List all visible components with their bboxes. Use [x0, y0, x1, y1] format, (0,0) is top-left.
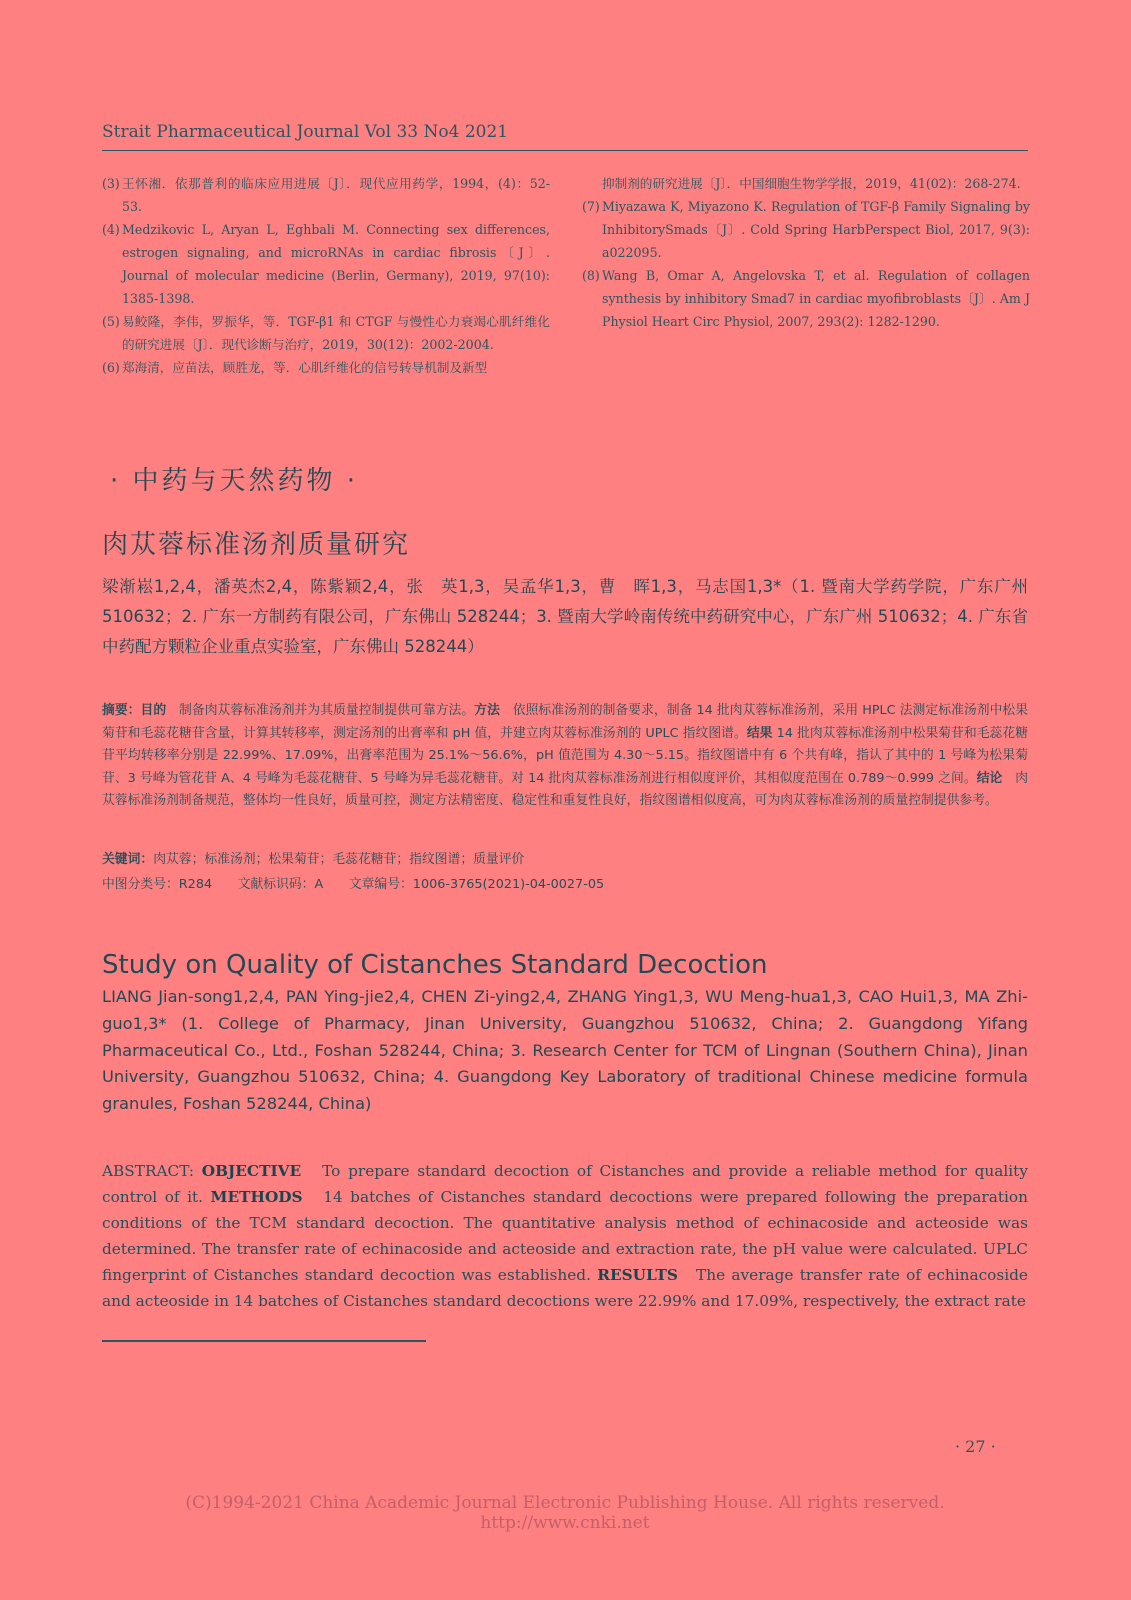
authors-cn: 梁渐崧1,2,4，潘英杰2,4，陈紫颖2,4，张 英1,3，吴孟华1,3，曹 晖1,3，马志国1,3*（1. 暨南大学药学院，广东广州 510632；2. 广东一方制药有限公司，广东佛山 528244；3. 暨南大学岭南传统中药研究中心，广东广州 510632；4. 广东省中药配方颗粒企业重点实验室，广东佛山 528244）	[102, 577, 1028, 656]
keywords-text: 肉苁蓉；标准汤剂；松果菊苷；毛蕊花糖苷；指纹图谱；质量评价	[153, 852, 525, 867]
reference-item: (3) 王怀湘．依那普利的临床应用进展〔J〕．现代应用药学，1994，(4)：52-53.	[102, 176, 550, 214]
abstract-cn	[102, 700, 1028, 813]
results-text: 14 批肉苁蓉标准汤剂中松果菊苷和毛蕊花糖苷平均转移率分别是 22.99%、17.09%，出膏率范围为 25.1%～56.6%，pH 值范围为 4.30～5.15。指纹图谱中有 6 个共有峰，指认了其中的 1 号峰为松果菊苷、3 号峰为管花苷 A、4 号峰为毛蕊花糖苷、5 号峰为异毛蕊花糖苷。对 14 批肉苁蓉标准汤剂进行相似度评价，其相似度范围在 0.789～0.999 之间。	[102, 725, 1028, 786]
methods-text: 依照标准汤剂的制备要求，制备 14 批肉苁蓉标准汤剂，采用 HPLC 法测定标准汤剂中松果菊苷和毛蕊花糖苷含量，计算其转移率，测定汤剂的出膏率和 pH 值，并建立肉苁蓉标准汤剂的 UPLC 指纹图谱。	[102, 703, 1029, 741]
section-title: · 中药与天然药物 ·	[110, 466, 359, 496]
results-text-en: The average transfer rate of echinacoside and acteoside in 14 batches of Cistanches standard decoctions were 22.99% and 17.09%, respectively, the extract rate	[102, 1266, 1028, 1310]
article-title-cn: 肉苁蓉标准汤剂质量研究	[102, 530, 411, 560]
reference-item: (4) Medzikovic L, Aryan L, Eghbali M. Connecting sex differences, estrogen signaling, and microRNAs in cardiac fibrosis〔J〕. Journal of molecular medicine (Berlin, Germany), 2019, 97(10): 1385-1398.	[102, 222, 550, 306]
authors-en: LIANG Jian-song1,2,4, PAN Ying-jie2,4, CHEN Zi-ying2,4, ZHANG Ying1,3, WU Meng-hua1,3, CAO Hui1,3, MA Zhi-guo1,3* (1. College of Pharmacy, Jinan University, Guangzhou 510632, China; 2. Guangdong Yifang Pharmaceutical Co., Ltd., Foshan 528244, China; 3. Research Center for TCM of Lingnan (Southern China), Jinan University, Guangzhou 510632, China; 4. Guangdong Key Laboratory of traditional Chinese medicine formula granules, Foshan 528244, China)	[102, 987, 1028, 1114]
header-rule	[102, 150, 1028, 151]
keywords-cn	[102, 848, 524, 867]
methods-text-en: 14 batches of Cistanches standard decoctions were prepared following the preparation conditions of the TCM standard decoction. The quantitative analysis method of echinacoside and acteoside was determined. The transfer rate of echinacoside and acteoside and extraction rate, the pH value were calculated. UPLC fingerprint of Cistanches standard decoction was established.	[102, 1188, 1028, 1284]
journal-header: Strait Pharmaceutical Journal Vol 33 No4 2021	[102, 122, 509, 142]
objective-label: 目的	[140, 703, 167, 718]
reference-item: (6) 郑海清，应苗法，顾胜龙，等．心肌纤维化的信号转导机制及新型	[102, 360, 488, 375]
classification-cn: 中图分类号：R284 文献标识码：A 文章编号：1006-3765(2021)-04-0027-05	[102, 877, 605, 892]
methods-label: 方法	[474, 703, 500, 718]
methods-label-en: METHODS	[210, 1188, 303, 1206]
reference-item: (8) Wang B, Omar A, Angelovska T, et al. Regulation of collagen synthesis by inhibitory Smad7 in cardiac myofibroblasts〔J〕. Am J Physiol Heart Circ Physiol, 2007, 293(2): 1282-1290.	[582, 268, 1030, 329]
abstract-en	[102, 1158, 1028, 1314]
reference-item: (7) Miyazawa K, Miyazono K. Regulation of TGF-β Family Signaling by InhibitorySmads〔J〕. Cold Spring HarbPerspect Biol, 2017, 9(3): a022095.	[582, 199, 1030, 260]
references-right-column	[582, 172, 1030, 333]
objective-text-en: To prepare standard decoction of Cistanches and provide a reliable method for quality control of it.	[102, 1162, 1028, 1206]
abstract-label: 摘要：	[102, 703, 141, 718]
conclusion-text: 肉苁蓉标准汤剂制备规范，整体均一性良好，质量可控，测定方法精密度、稳定性和重复性良好，指纹图谱相似度高，可为肉苁蓉标准汤剂的质量控制提供参考。	[102, 770, 1029, 808]
footnote-rule	[102, 1340, 426, 1342]
references-left-column	[102, 172, 550, 379]
reference-item: (5) 易鲛隆，李伟，罗振华，等．TGF-β1 和 CTGF 与慢性心力衰竭心肌纤维化的研究进展〔J〕．现代诊断与治疗，2019，30(12)：2002-2004.	[102, 314, 550, 352]
conclusion-label: 结论	[976, 770, 1003, 786]
copyright-footer: (C)1994-2021 China Academic Journal Electronic Publishing House. All rights reserved. http://www.cnki.net	[185, 1493, 979, 1533]
abstract-label-en: ABSTRACT:	[102, 1162, 195, 1180]
reference-item-continued: 抑制剂的研究进展〔J〕．中国细胞生物学学报，2019，41(02)：268-274.	[602, 176, 1021, 191]
page-number: · 27 ·	[955, 1437, 996, 1456]
objective-label-en: OBJECTIVE	[201, 1162, 302, 1180]
results-label-en: RESULTS	[597, 1266, 678, 1284]
results-label: 结果	[746, 725, 773, 741]
objective-text: 制备肉苁蓉标准汤剂并为其质量控制提供可靠方法。	[179, 703, 475, 718]
keywords-label: 关键词：	[102, 852, 154, 867]
article-title-en: Study on Quality of Cistanches Standard Decoction	[102, 950, 768, 980]
